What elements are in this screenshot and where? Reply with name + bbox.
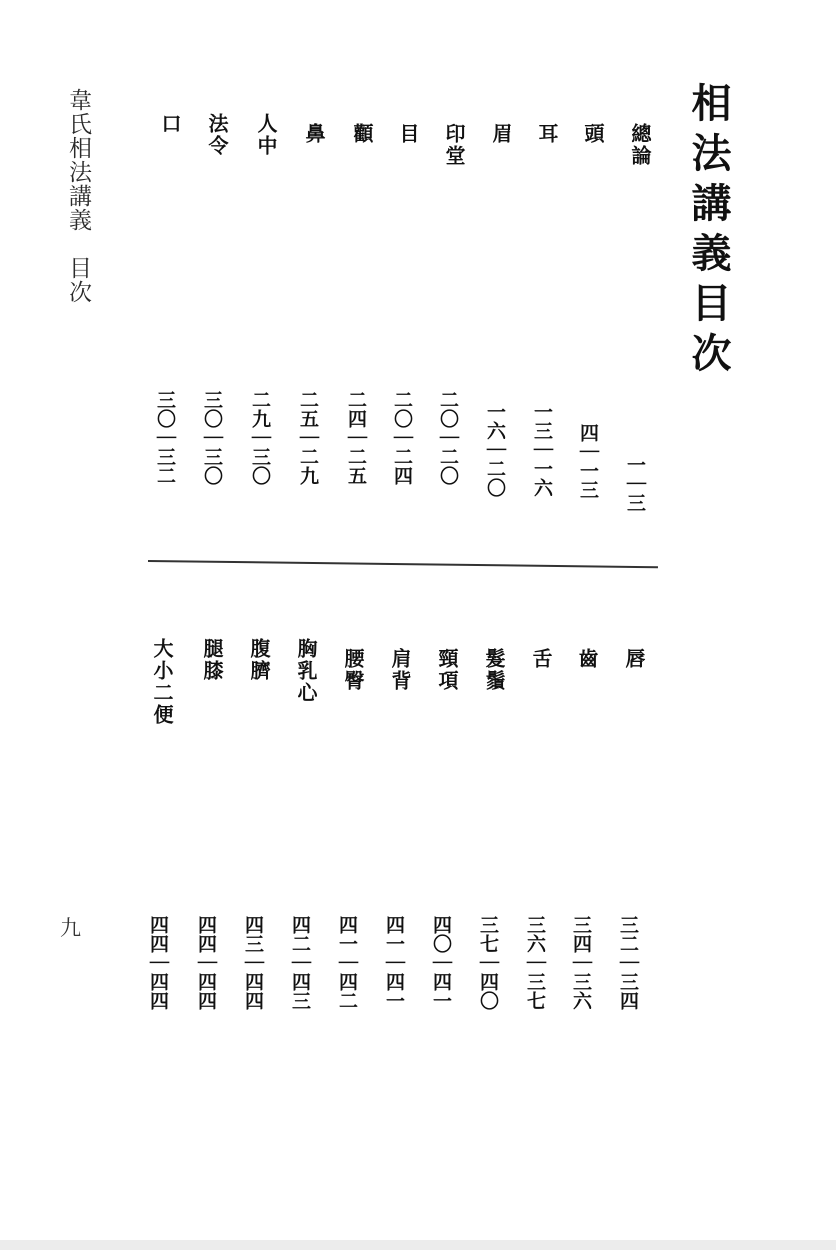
- toc-label-chi: 齒: [575, 648, 599, 670]
- toc-label-zonglun: 總論: [628, 123, 652, 167]
- toc-pages-chun: 三二｜三四: [617, 915, 639, 1010]
- toc-label-daxiaoerbian: 大小二便: [150, 638, 174, 726]
- toc-label-jianbei: 肩背: [388, 648, 412, 692]
- section-divider: [148, 560, 658, 568]
- toc-label-yaotun: 腰臀: [341, 648, 365, 692]
- toc-pages-tuixi: 四四｜四四: [195, 915, 217, 1010]
- toc-pages-bi: 二五｜二九: [297, 390, 319, 485]
- toc-pages-tou: 四｜一三: [577, 423, 599, 499]
- page-number: 九: [60, 916, 81, 940]
- toc-pages-kou: 三〇｜三二: [154, 390, 176, 485]
- toc-pages-renzhong: 二九｜三〇: [249, 390, 271, 485]
- running-header: 韋氏相法講義 目次: [65, 88, 91, 304]
- toc-pages-chi: 三四｜三六: [570, 915, 592, 1010]
- toc-title: 相法講義目次: [685, 82, 732, 382]
- toc-pages-fuqi: 四三｜四四: [242, 915, 264, 1010]
- toc-pages-faling: 三〇｜三〇: [201, 390, 223, 485]
- toc-pages-jianbei: 四一｜四一: [383, 915, 405, 1010]
- toc-label-quan: 顴: [350, 123, 374, 145]
- toc-label-jingxiang: 頸項: [435, 648, 459, 692]
- toc-pages-daxiaoerbian: 四四｜四四: [147, 915, 169, 1010]
- toc-pages-quan: 二四｜二五: [345, 390, 367, 485]
- viewer-bottom-bar: [0, 1240, 836, 1250]
- toc-label-kou: 口: [158, 113, 182, 135]
- toc-label-faxu: 髮鬚: [482, 648, 506, 692]
- toc-pages-yintang: 二〇｜二〇: [437, 390, 459, 485]
- toc-pages-she: 三六｜三七: [524, 915, 546, 1010]
- toc-pages-zonglun: 一｜三: [624, 455, 646, 512]
- toc-label-mei: 眉: [489, 123, 513, 145]
- toc-label-tou: 頭: [581, 123, 605, 145]
- toc-label-renzhong: 人中: [254, 113, 278, 157]
- toc-pages-yaotun: 四一｜四二: [336, 915, 358, 1010]
- toc-pages-er: 一三｜一六: [531, 402, 553, 497]
- toc-pages-xiongruxin: 四二｜四三: [289, 915, 311, 1010]
- toc-label-xiongruxin: 胸乳心: [294, 638, 318, 704]
- toc-label-mu: 目: [396, 123, 420, 145]
- toc-label-er: 耳: [535, 123, 559, 145]
- toc-label-tuixi: 腿膝: [200, 638, 224, 682]
- toc-label-chun: 唇: [622, 648, 646, 670]
- toc-pages-mu: 二〇｜二四: [391, 390, 413, 485]
- toc-label-fuqi: 腹臍: [247, 638, 271, 682]
- toc-label-faling: 法令: [205, 113, 229, 157]
- toc-label-she: 舌: [529, 648, 553, 670]
- toc-label-bi: 鼻: [302, 123, 326, 145]
- toc-pages-jingxiang: 四〇｜四一: [430, 915, 452, 1010]
- toc-pages-faxu: 三七｜四〇: [477, 915, 499, 1010]
- toc-pages-mei: 一六｜二〇: [484, 402, 506, 497]
- toc-label-yintang: 印堂: [442, 123, 466, 167]
